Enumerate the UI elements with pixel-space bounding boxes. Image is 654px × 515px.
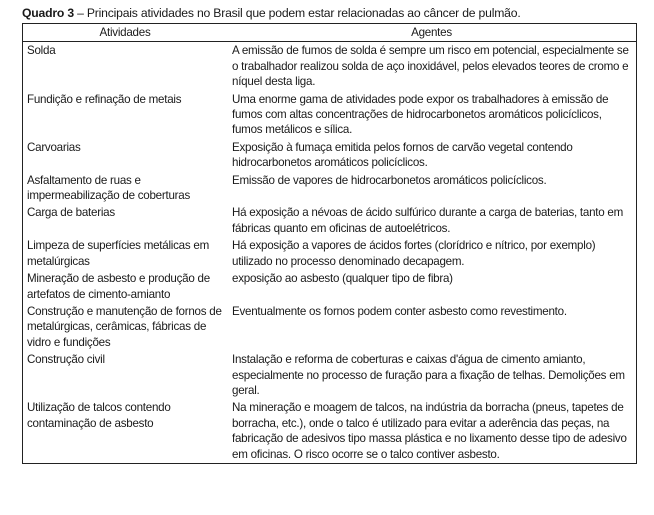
caption-text: Principais atividades no Brasil que podem estar relacionadas ao câncer de pulmão. [86, 6, 521, 20]
header-agents: Agentes [227, 24, 636, 42]
table-row [23, 42, 636, 91]
activities-table [23, 24, 636, 463]
activity-cell: Asfaltamento de ruas e impermeabilização de coberturas [27, 173, 191, 203]
activity-cell: Limpeza de superfícies metálicas em metalúrgicas [27, 239, 209, 268]
caption-separator: – [73, 6, 87, 20]
activity-cell: Solda [27, 44, 56, 58]
table-row [23, 172, 636, 205]
agent-cell: Eventualmente os fornos podem conter asbesto como revestimento. [232, 304, 567, 318]
activity-cell: Mineração de asbesto e produção de artefatos de cimento-amianto [27, 272, 210, 301]
table-row [23, 204, 636, 237]
activity-cell: Carvoarias [27, 140, 81, 154]
agent-cell: exposição ao asbesto (qualquer tipo de fibra) [232, 272, 453, 286]
activity-cell: Utilização de talcos contendo contaminação de asbesto [27, 401, 171, 430]
agent-cell: Uma enorme gama de atividades pode expor os trabalhadores à emissão de fumos com altas concentrações de hidrocarbonetos aromáticos policíclicos, fumos metálicos e sílica. [232, 92, 609, 137]
agent-cell: Exposição à fumaça emitida pelos fornos de carvão vegetal contendo hidrocarbonetos aromáticos policíclicos. [232, 140, 573, 170]
agent-cell: Emissão de vapores de hidrocarbonetos aromáticos policíclicos. [232, 173, 547, 187]
activity-cell: Carga de baterias [27, 206, 115, 220]
table-row [23, 139, 636, 172]
table-row [23, 351, 636, 399]
activities-table-frame [22, 23, 637, 464]
table-row [23, 303, 636, 351]
header-activities: Atividades [23, 24, 227, 42]
caption-label: Quadro 3 [22, 6, 74, 20]
agent-cell: A emissão de fumos de solda é sempre um risco em potencial, especialmente se o trabalhador realizou solda de aço inoxidável, pelos elevados teores de cromo e níquel desta liga. [232, 44, 629, 89]
agent-cell: Na mineração e moagem de talcos, na indústria da borracha (pneus, tapetes de borracha, etc.), onde o talco é utilizado para evitar a aderência das peças, na fabricação de adesivos tipo massa plástica e no lixamento desse tipo de adesivo em oficinas. O risco ocorre se o talco contiver asbesto. [232, 401, 627, 461]
activity-cell: Fundição e refinação de metais [27, 92, 182, 106]
table-row [23, 237, 636, 270]
activity-cell: Construção civil [27, 353, 105, 367]
table-body [23, 42, 636, 463]
agent-cell: Há exposição a névoas de ácido sulfúrico durante a carga de baterias, tanto em fábricas quanto em oficinas de autoelétricos. [232, 206, 624, 235]
activity-cell: Construção e manutenção de fornos de metalúrgicas, cerâmicas, fábricas de vidro e fundições [27, 304, 222, 349]
agent-cell: Há exposição a vapores de ácidos fortes (clorídrico e nítrico, por exemplo) utilizado no processo denominado decapagem. [232, 239, 596, 268]
table-header-row [23, 24, 636, 42]
table-row [23, 270, 636, 303]
table-caption [22, 5, 521, 21]
agent-cell: Instalação e reforma de coberturas e caixas d'água de cimento amianto, especialmente no processo de furação para a fixação de telhas. Demolições em geral. [232, 353, 625, 397]
table-row [23, 399, 636, 463]
table-row [23, 91, 636, 139]
